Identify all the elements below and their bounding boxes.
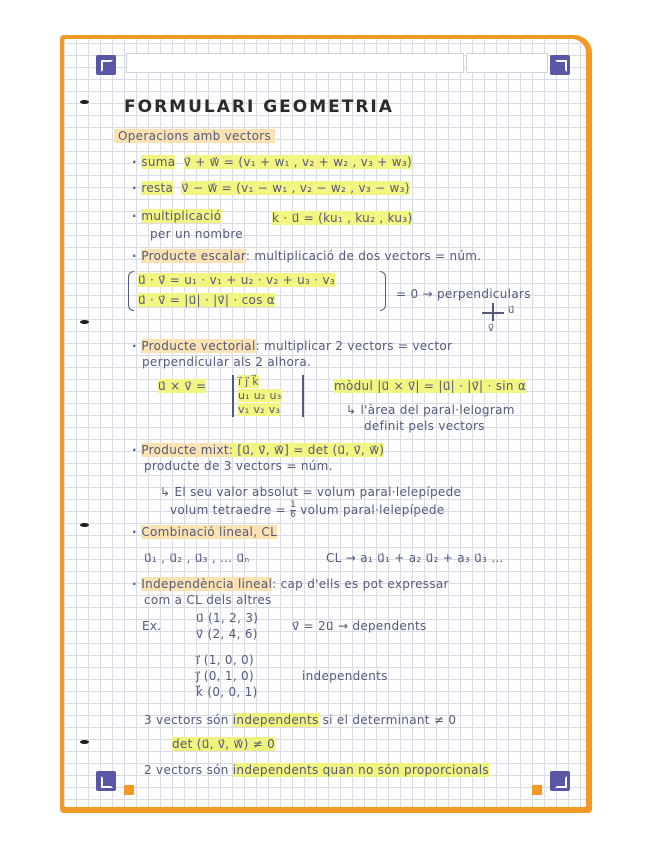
combinacio-row: · Combinació lineal, CL [132,525,278,539]
example-u: u⃗ (1, 2, 3) [196,611,259,625]
vectorial-note1: ↳ l'àrea del paral·lelogram [346,403,515,417]
three-vectors-rule [144,713,456,727]
example-independents: independents [302,669,388,683]
grid-paper [64,39,586,807]
tetraedre-end: volum paral·lelepípede [296,503,445,517]
corner-square [532,785,542,795]
perp-v: v⃗ [488,323,495,334]
determinant-bar [232,375,234,417]
independencia-row: · Independència lineal: cap d'ells es pot expressar [132,577,449,591]
page-title: FORMULARI GEOMETRIA [124,97,394,117]
resta-label: resta [141,181,174,195]
determinant-bar [302,375,304,417]
vectorial-note2: definit pels vectors [364,419,485,433]
vectorial-lhs: u⃗ × v⃗ = [158,379,207,393]
perpendicular-symbol [482,312,504,314]
vectorial-desc: : multiplicar 2 vectors = vector [255,339,453,353]
matrix-row-2: u₁ u₂ u₃ [238,389,282,402]
escalar-formula1: u⃗ · v⃗ = u₁ · v₁ + u₂ · v₂ + u₃ · v₃ [138,273,336,287]
mixt-label: Producte mixt [141,443,229,457]
three-pre: 3 vectors són [144,713,233,727]
two-vectors-rule [144,763,489,777]
header-field [466,53,548,73]
matrix-row-3: v₁ v₂ v₃ [238,403,281,416]
corner-square [124,785,134,795]
combinacio-formula: CL → a₁ u⃗₁ + a₂ u⃗₂ + a₃ u⃗₃ … [326,551,504,565]
escalar-desc: : multiplicació de dos vectors = núm. [245,249,482,263]
independencia-label: Independència lineal [141,577,273,591]
tetraedre-text: volum tetraedre = [170,503,291,517]
three-highlight: independents [232,713,319,727]
example-k: k⃗ (0, 0, 1) [196,685,258,699]
escalar-row: · Producte escalar: multiplicació de dos vectors = núm. [132,249,482,263]
mixt-row: · Producte mixt: [u⃗, v⃗, w⃗] = det (u⃗, v⃗, w⃗) [132,443,385,457]
corner-mark-icon [550,55,570,75]
frac-num: 1 [290,500,297,510]
corner-mark-icon [550,771,570,791]
vectorial-row: · Producte vectorial: multiplicar 2 vectors = vector [132,339,453,353]
resta-row: · resta v⃗ − w⃗ = (v₁ − w₁ , v₂ − w₂ , v₃ − w₃) [132,181,410,195]
independencia-desc: : cap d'ells es pot expressar [272,577,449,591]
multiplicacio-label2: per un nombre [150,227,243,241]
matrix-row-1: i⃗ j⃗ k⃗ [238,375,259,388]
independencia-desc2: com a CL dels altres [144,593,272,607]
example-label: Ex. [142,619,162,633]
determinant-condition: det (u⃗, v⃗, w⃗) ≠ 0 [172,737,276,751]
section-heading: Operacions amb vectors [114,129,275,143]
combinacio-label: Combinació lineal, CL [141,525,278,539]
vectorial-label: Producte vectorial [141,339,256,353]
left-brace [128,271,134,311]
multiplicacio-formula: k · u⃗ = (ku₁ , ku₂ , ku₃) [272,211,413,225]
multiplicacio-row: · multiplicació [132,209,222,223]
corner-mark-icon [96,55,116,75]
header-field [126,53,464,73]
mixt-note1: ↳ El seu valor absolut = volum paral·lelepípede [160,485,462,499]
example-j: j⃗ (0, 1, 0) [196,669,254,683]
frac-den: 6 [290,510,297,520]
vectorial-modul [334,379,526,393]
resta-formula: v⃗ − w⃗ = (v₁ − w₁ , v₂ − w₂ , v₃ − w₃) [181,181,410,195]
multiplicacio-label: multiplicació [141,209,222,223]
suma-row: · suma v⃗ + w⃗ = (v₁ + w₁ , v₂ + w₂ , v₃ + w₃) [132,155,412,169]
two-highlight: independents quan no són proporcionals [232,763,489,777]
perp-u: u⃗ [508,305,515,316]
mixt-formula: : [u⃗, v⃗, w⃗] = det (u⃗, v⃗, w⃗) [228,443,385,457]
three-post: si el determinant ≠ 0 [318,713,457,727]
corner-mark-icon [96,771,116,791]
punch-hole [80,523,89,527]
punch-hole [80,320,89,324]
punch-hole [80,740,89,744]
punch-hole [80,100,89,104]
two-pre: 2 vectors són [144,763,233,777]
example-relation: v⃗ = 2u⃗ → dependents [292,619,427,633]
modul-formula: mòdul |u⃗ × v⃗| = |u⃗| · |v⃗| · sin α [334,379,527,393]
example-i: i⃗ (1, 0, 0) [196,653,254,667]
right-brace [380,271,386,311]
mixt-desc: producte de 3 vectors = núm. [144,459,333,473]
notebook-sheet [60,35,592,813]
suma-formula: v⃗ + w⃗ = (v₁ + w₁ , v₂ + w₂ , v₃ + w₃) [183,155,412,169]
escalar-result: = 0 → perpendiculars [396,287,531,301]
escalar-formula2: u⃗ · v⃗ = |u⃗| · |v⃗| · cos α [138,293,276,307]
example-v: v⃗ (2, 4, 6) [196,627,258,641]
suma-label: suma [141,155,176,169]
vectorial-desc2: perpendicular als 2 alhora. [142,355,312,369]
escalar-label: Producte escalar [141,249,246,263]
mixt-note2 [170,501,445,520]
combinacio-vectors: u⃗₁ , u⃗₂ , u⃗₃ , … u⃗ₙ [144,551,250,565]
